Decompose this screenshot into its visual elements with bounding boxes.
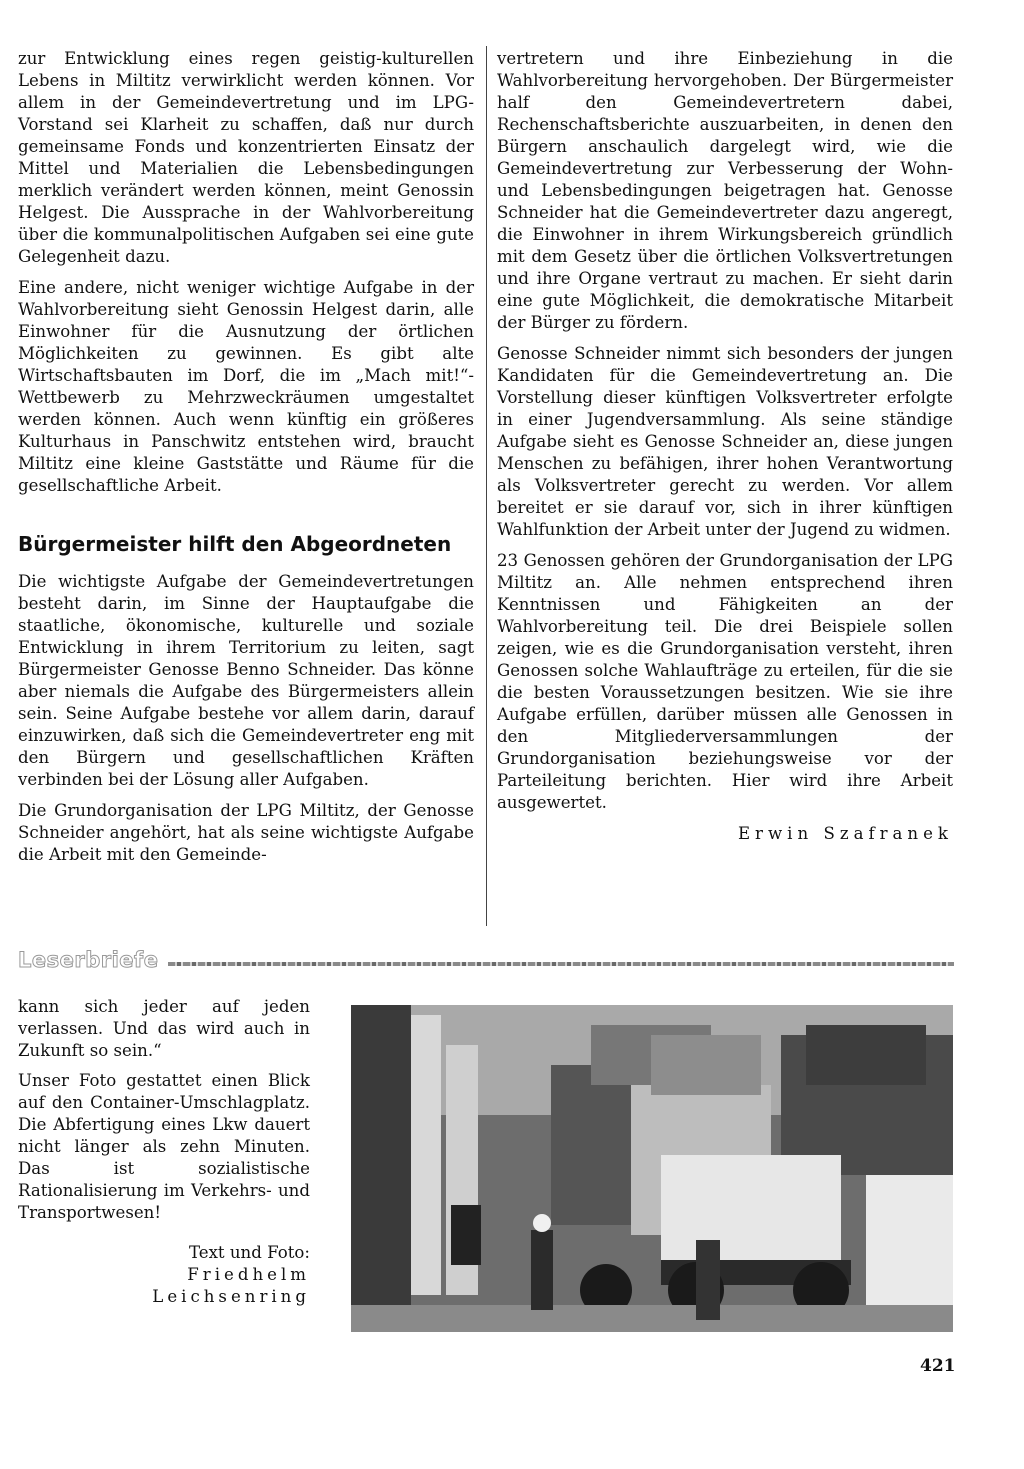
letter-column — [18, 996, 310, 1316]
left-column — [18, 48, 474, 875]
paragraph: zur Entwicklung eines regen geistig-kulturellen Lebens in Miltitz verwirklicht werden können. Vor allem in der Gemeindevertretung und im LPG-Vorstand sei Klarheit zu schaffen, daß nur durch gemeinsame Fonds und konzentrierten Einsatz der Mittel und Materialien die Lebensbedingungen merklich verändert werden können, meint Genossin Helgest. Die Aussprache in der Wahlvorbereitung über die kommunalpolitischen Aufgaben sei eine gute Gelegenheit dazu. — [18, 49, 474, 266]
paragraph: Eine andere, nicht weniger wichtige Aufgabe in der Wahlvorbereitung sieht Genossin Helgest darin, alle Einwohner für die Ausnutzung der örtlichen Möglichkeiten zu gewinnen. Es gibt alte Wirtschaftsbauten im Dorf, die im „Mach mit!“-Wettbewerb zu Mehrzweckräumen umgestaltet werden können. Auch wenn künftig ein größeres Kulturhaus in Panschwitz entstehen wird, braucht Miltitz eine kleine Gaststätte und Räume für die gesellschaftliche Arbeit. — [18, 278, 474, 495]
paragraph: Unser Foto gestattet einen Blick auf den Container-Umschlagplatz. Die Abfertigung eines Lkw dauert nicht länger als zehn Minuten. Das ist sozialistische Rationalisierung im Verkehrs- und Transportwesen! — [18, 1071, 310, 1222]
page-number: 421 — [920, 1356, 956, 1376]
paragraph: Genosse Schneider nimmt sich besonders der jungen Kandidaten für die Gemeindevertretung an. Die Vorstellung dieser künftigen Volksvertreter erfolgte in einer Jugendversammlung. Als seine ständige Aufgabe sieht es Genosse Schneider an, diese jungen Menschen zu befähigen, ihrer hohen Verantwortung als Volksvertreter gerecht zu werden. Vor allem bereitet er sie darauf vor, sich in ihrer künftigen Wahlfunktion der Arbeit unter der Jugend zu widmen. — [497, 344, 953, 539]
paragraph: 23 Genossen gehören der Grundorganisation der LPG Miltitz an. Alle nehmen entsprechend ihren Kenntnissen und Fähigkeiten an der Wahlvorbereitung teil. Die drei Beispiele sollen zeigen, wie es die Grundorganisation versteht, ihren Genossen solche Wahlaufträge zu erteilen, für die sie die besten Voraussetzungen besitzen. Wie sie ihre Aufgabe erfüllen, darüber müssen alle Genossen in den Mitgliederversammlungen der Grundorganisation beziehungsweise vor der Parteileitung berichten. Hier wird ihre Arbeit ausgewertet. — [497, 551, 953, 812]
right-column — [497, 48, 953, 854]
column-divider — [486, 46, 487, 926]
paragraph: Die wichtigste Aufgabe der Gemeindevertretungen besteht darin, im Sinne der Hauptaufgabe die staatliche, ökonomische, kulturelle und soziale Entwicklung in ihrem Territorium zu leiten, sagt Bürgermeister Genosse Benno Schneider. Das könne aber niemals die Aufgabe des Bürgermeisters allein sein. Seine Aufgabe bestehe vor allem darin, darauf einzuwirken, daß sich die Gemeindevertreter eng mit den Bürgern und gesellschaftlichen Kräften verbinden bei der Lösung aller Aufgaben. — [18, 572, 474, 789]
section-banner — [18, 948, 954, 974]
paragraph: Die Grundorganisation der LPG Miltitz, der Genosse Schneider angehört, hat als seine wichtigste Aufgabe die Arbeit mit den Gemeinde- — [18, 801, 474, 864]
photo-container-truck-icon — [351, 1005, 953, 1332]
credit-label: Text und Foto: — [188, 1243, 310, 1262]
section-rule — [168, 962, 954, 966]
credit-last-name: Leichsenring — [152, 1287, 310, 1306]
paragraph: kann sich jeder auf jeden verlassen. Und das wird auch in Zukunft so sein.“ — [18, 997, 310, 1060]
author-name: Erwin Szafranek — [737, 824, 953, 843]
container-truck-photo — [351, 1005, 953, 1332]
section-heading: Bürgermeister hilft den Abgeordneten — [18, 532, 452, 556]
section-label: Leserbriefe — [18, 948, 159, 972]
paragraph: vertretern und ihre Einbeziehung in die Wahlvorbereitung hervorgehoben. Der Bürgermeister half den Gemeindevertretern dabei, Rechenschaftsberichte auszuarbeiten, in denen den Bürgern anschaulich dargelegt wird, wie die Gemeindevertretung zur Verbesserung der Wohn- und Lebensbedingungen beigetragen hat. Genosse Schneider hat die Gemeindevertreter dazu angeregt, die Einwohner in ihrem Wirkungsbereich gründlich mit dem Gesetz über die örtlichen Volksvertretungen und ihre Organe vertraut zu machen. Er sieht darin eine gute Möglichkeit, die demokratische Mitarbeit der Bürger zu fördern. — [497, 49, 953, 332]
photo-credit — [18, 1242, 310, 1308]
credit-first-name: Friedhelm — [187, 1265, 310, 1284]
